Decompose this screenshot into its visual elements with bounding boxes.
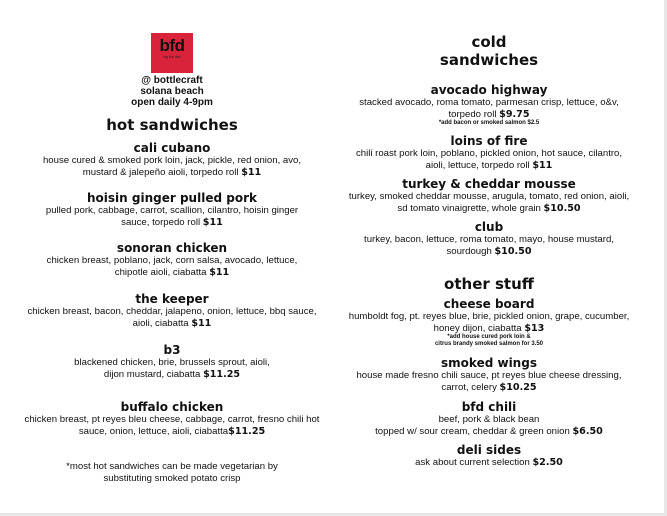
item-description (14, 414, 330, 437)
logo-text: bfd (159, 36, 185, 55)
item-price: $9.75 (499, 108, 530, 120)
item-price: $2.50 (532, 457, 563, 468)
item-price: $11 (241, 166, 262, 178)
item-desc-text: house made fresno chili sauce, pt reyes blue cheese dressing, carrot, celery (356, 370, 622, 393)
item-desc-text: chili roast pork loin, poblano, pickled onion, hot sauce, cilantro, aioli, lettuce, torpedo roll (355, 148, 623, 171)
item-description (344, 234, 634, 257)
item-description (14, 155, 330, 178)
item-description (344, 370, 634, 393)
menu-item-cali-cubano (14, 141, 330, 178)
item-name: smoked wings (441, 356, 537, 370)
menu-item-sonoran-chicken (14, 241, 330, 278)
item-description (344, 97, 634, 120)
item-desc-text: humboldt fog, pt. reyes blue, brie, pickled onion, grape, cucumber, honey dijon, ciabatta (348, 311, 630, 334)
menu-item-bfd-chili (344, 400, 634, 437)
item-desc-text: turkey, bacon, lettuce, roma tomato, mayo, house mustard, sourdough (364, 234, 614, 257)
item-desc-line-1: beef, pork & black bean (438, 414, 540, 425)
item-price: $11 (532, 159, 553, 171)
item-name: avocado highway (430, 83, 548, 97)
left-column (14, 0, 330, 516)
menu-item-the-keeper (14, 292, 330, 329)
menu-item-hoisin-ginger-pulled-pork (14, 191, 330, 228)
logo-subtext: big fun deli (163, 55, 181, 59)
item-price: $11 (202, 216, 223, 228)
item-name: cali cubano (133, 141, 211, 155)
item-desc-text: topped w/ sour cream, cheddar & green onion (375, 425, 570, 437)
item-name: cheese board (443, 297, 535, 311)
item-price: $11.25 (203, 368, 241, 380)
item-note-line-1: *add house cured pork loin & (447, 334, 531, 340)
item-price: $11 (209, 266, 230, 278)
vegetarian-footnote: *most hot sandwiches can be made vegetarian by substituting smoked potato crisp (66, 461, 278, 484)
item-price: $6.50 (572, 425, 603, 437)
location-line-3: open daily 4-9pm (131, 97, 213, 108)
menu-item-deli-sides (344, 443, 634, 469)
menu-item-loins-of-fire (344, 134, 634, 171)
menu-item-avocado-highway (344, 83, 634, 127)
item-name: deli sides (456, 443, 522, 457)
item-description (344, 311, 634, 334)
menu-item-club (344, 220, 634, 257)
item-price: $10.50 (543, 202, 581, 214)
item-desc-text: house cured & smoked pork loin, jack, pickle, red onion, avo, mustard & jalepeño aioli, torpedo roll (42, 155, 302, 178)
right-column (344, 0, 634, 516)
item-description (14, 306, 330, 329)
item-description (14, 205, 330, 228)
item-price: $11 (191, 317, 212, 329)
cold-sandwiches-heading (344, 33, 634, 69)
item-desc-text: pulled pork, cabbage, carrot, scallion, cilantro, hoisin ginger sauce, torpedo roll (45, 205, 299, 228)
item-name: hoisin ginger pulled pork (87, 191, 257, 205)
item-description (14, 357, 330, 380)
item-name: sonoran chicken (116, 241, 228, 255)
location-line-1: @ bottlecraft (141, 75, 203, 86)
item-description (344, 457, 634, 469)
item-description (344, 426, 634, 438)
item-price: $10.25 (499, 381, 537, 393)
item-desc-text: turkey, smoked cheddar mousse, arugula, tomato, red onion, aioli, sd tomato vinaigrette, whole grain (348, 191, 630, 214)
item-name: club (474, 220, 504, 234)
item-desc-text: ask about current selection (415, 457, 530, 468)
item-price: $10.50 (494, 245, 532, 257)
other-stuff-heading: other stuff (444, 275, 534, 293)
item-desc-text: chicken breast, poblano, jack, corn salsa, avocado, lettuce, chipotle aioli, ciabatta (46, 255, 298, 278)
item-desc-text: stacked avocado, roma tomato, parmesan crisp, lettuce, o&v, torpedo roll (359, 97, 619, 120)
item-desc-text: chicken breast, pt reyes bleu cheese, cabbage, carrot, fresno chili hot sauce, onion, lettuce, aioli, ciabatta (24, 414, 320, 437)
item-description (344, 191, 634, 214)
item-desc-text: blackened chicken, brie, brussels sprout, aioli, dijon mustard, ciabatta (74, 357, 270, 380)
location-block (14, 75, 330, 108)
item-note-line-2: citrus brandy smoked salmon for 3.50 (434, 340, 544, 347)
cold-heading-line-2: sandwiches (439, 51, 539, 69)
item-note: *add bacon or smoked salmon $2.5 (438, 120, 540, 126)
item-name: b3 (163, 343, 181, 357)
menu-item-buffalo-chicken (14, 400, 330, 437)
item-name: turkey & cheddar mousse (402, 177, 576, 191)
menu-item-cheese-board (344, 297, 634, 347)
item-price: $13 (524, 322, 545, 334)
item-name: loins of fire (450, 134, 528, 148)
item-name: the keeper (135, 292, 209, 306)
item-desc-text: chicken breast, bacon, cheddar, jalapeno, onion, lettuce, bbq sauce, aioli, ciabatta (27, 306, 317, 329)
menu-item-turkey-cheddar-mousse (344, 177, 634, 214)
cold-heading-line-1: cold (471, 33, 507, 51)
menu-item-smoked-wings (344, 356, 634, 393)
hot-sandwiches-heading: hot sandwiches (106, 116, 238, 134)
item-name: buffalo chicken (120, 400, 224, 414)
item-price: $11.25 (228, 425, 266, 437)
item-description (14, 255, 330, 278)
item-name: bfd chili (461, 400, 517, 414)
menu-item-b3 (14, 343, 330, 380)
item-description (344, 148, 634, 171)
location-line-2: solana beach (140, 86, 204, 97)
